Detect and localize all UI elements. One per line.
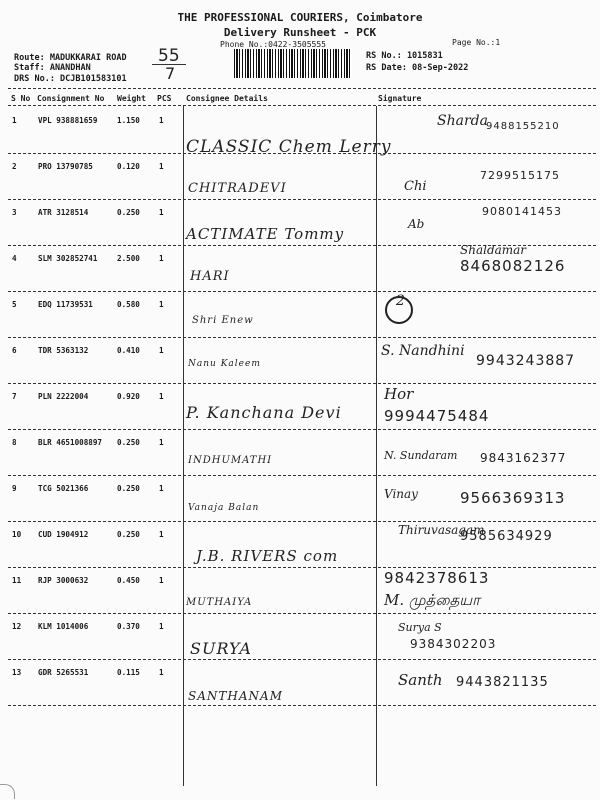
- row-weight: 0.450: [117, 576, 140, 585]
- row-consignee-handwritten: INDHUMATHI: [188, 455, 273, 466]
- row-consignee-handwritten: MUTHAIYA: [186, 597, 253, 608]
- row-divider: [8, 521, 596, 522]
- row-sno: 3: [12, 208, 17, 217]
- row-weight: 0.250: [117, 484, 140, 493]
- row-pcs: 1: [159, 484, 164, 493]
- signature-column-rule: [376, 106, 377, 786]
- row-pcs: 1: [159, 208, 164, 217]
- row-signature-handwritten: Vinay: [384, 487, 418, 501]
- row-weight: 1.150: [117, 116, 140, 125]
- row-consignment-no: KLM 1014006: [38, 622, 89, 631]
- row-consignment-no: VPL 938881659: [38, 116, 98, 125]
- row-consignee-handwritten: J.B. RIVERS com: [196, 547, 339, 565]
- row-sno: 4: [12, 254, 17, 263]
- row-phone-handwritten: 7299515175: [480, 169, 560, 182]
- col-header-consignment: Consignment No: [37, 94, 105, 103]
- document-title: Delivery Runsheet - PCK: [223, 26, 377, 39]
- row-weight: 0.250: [117, 530, 140, 539]
- row-consignment-no: ATR 3128514: [38, 208, 89, 217]
- row-signature-handwritten: Sharda: [437, 113, 488, 129]
- col-header-pcs: PCS: [157, 94, 172, 103]
- col-header-weight: Weight: [117, 94, 146, 103]
- col-header-consignee: Consignee Details: [186, 94, 268, 103]
- row-consignment-no: TDR 5363132: [38, 346, 89, 355]
- page-corner-mark: [0, 784, 15, 799]
- row-consignment-no: SLM 302852741: [38, 254, 98, 263]
- row-signature-handwritten: Ab: [408, 217, 425, 231]
- row-pcs: 1: [159, 576, 164, 585]
- row-phone-handwritten: 9443821135: [456, 675, 549, 690]
- row-consignee-handwritten: SANTHANAM: [188, 689, 283, 703]
- row-weight: 0.580: [117, 300, 140, 309]
- row-sno: 1: [12, 116, 17, 125]
- table-header-rule: [8, 105, 596, 106]
- row-consignment-no: RJP 3000632: [38, 576, 89, 585]
- row-consignee-handwritten: Vanaja Balan: [188, 503, 260, 513]
- row-divider: [8, 153, 596, 154]
- row-phone-handwritten: 9080141453: [482, 205, 562, 218]
- row-pcs: 1: [159, 116, 164, 125]
- row-phone-handwritten: 9585634929: [460, 529, 553, 544]
- row-consignee-handwritten: HARI: [190, 269, 230, 284]
- row-consignment-no: BLR 4651008897: [38, 438, 103, 447]
- circled-mark: [385, 296, 413, 324]
- row-sno: 11: [12, 576, 22, 585]
- row-divider: [8, 199, 596, 200]
- row-phone-handwritten: 9566369313: [460, 489, 566, 507]
- row-consignment-no: PRO 13790785: [38, 162, 93, 171]
- row-pcs: 1: [159, 254, 164, 263]
- row-divider: [8, 475, 596, 476]
- drs-number: DRS No.: DCJB101583101: [14, 74, 127, 84]
- staff-label: Staff: ANANDHAN: [14, 63, 91, 73]
- row-pcs: 1: [159, 346, 164, 355]
- row-weight: 0.250: [117, 438, 140, 447]
- handwritten-count-top: 55: [158, 46, 180, 66]
- handwritten-count-bottom: 7: [165, 64, 176, 83]
- row-signature-handwritten: Surya S: [398, 621, 442, 634]
- row-weight: 0.250: [117, 208, 140, 217]
- row-weight: 2.500: [117, 254, 140, 263]
- barcode-image: [234, 49, 352, 78]
- rs-number: RS No.: 1015831: [366, 51, 443, 61]
- row-divider: [8, 291, 596, 292]
- row-divider: [8, 705, 596, 706]
- row-signature-handwritten: N. Sundaram: [384, 449, 458, 462]
- row-pcs: 1: [159, 438, 164, 447]
- row-consignee-handwritten: SURYA: [190, 639, 252, 658]
- col-header-signature: Signature: [378, 94, 422, 103]
- col-header-sno: S No: [11, 94, 31, 103]
- row-consignee-handwritten: CHITRADEVI: [188, 181, 287, 196]
- row-divider: [8, 567, 596, 568]
- row-sno: 2: [12, 162, 17, 171]
- row-phone-handwritten: 9943243887: [476, 353, 576, 369]
- row-weight: 0.120: [117, 162, 140, 171]
- row-signature-handwritten: M. முத்தையா: [384, 591, 480, 609]
- row-weight: 0.115: [117, 668, 140, 677]
- row-divider: [8, 383, 596, 384]
- row-weight: 0.410: [117, 346, 140, 355]
- row-weight: 0.920: [117, 392, 140, 401]
- row-consignment-no: GDR 5265531: [38, 668, 89, 677]
- row-signature-handwritten: Thiruvasagam: [398, 523, 485, 537]
- row-sno: 7: [12, 392, 17, 401]
- consignee-column-rule: [183, 106, 184, 786]
- row-signature-handwritten: Hor: [384, 385, 414, 403]
- row-consignee-handwritten: ACTIMATE Tommy: [186, 225, 345, 243]
- row-consignee-handwritten: Nanu Kaleem: [188, 359, 261, 369]
- row-phone-handwritten: 8468082126: [460, 257, 566, 275]
- row-signature-handwritten: Shaldamar: [460, 243, 527, 257]
- row-consignment-no: TCG 5021366: [38, 484, 89, 493]
- row-pcs: 1: [159, 392, 164, 401]
- row-consignment-no: CUD 1904912: [38, 530, 89, 539]
- row-divider: [8, 659, 596, 660]
- row-pcs: 1: [159, 300, 164, 309]
- phone-number: Phone No.:0422-3505555: [220, 40, 326, 49]
- page-number: Page No.:1: [452, 38, 501, 47]
- row-phone-handwritten: 9384302203: [410, 637, 497, 651]
- rs-date: RS Date: 08-Sep-2022: [366, 63, 469, 73]
- row-sno: 8: [12, 438, 17, 447]
- row-phone-handwritten: 9994475484: [384, 407, 490, 425]
- row-pcs: 1: [159, 530, 164, 539]
- row-consignee-handwritten: Shri Enew: [192, 315, 254, 326]
- row-sno: 5: [12, 300, 17, 309]
- row-signature-handwritten: Chi: [404, 179, 427, 194]
- row-divider: [8, 337, 596, 338]
- table-top-rule: [8, 88, 596, 89]
- row-consignee-handwritten: P. Kanchana Devi: [186, 403, 342, 422]
- row-sno: 10: [12, 530, 22, 539]
- row-consignment-no: EDQ 11739531: [38, 300, 93, 309]
- row-signature-handwritten: Santh: [398, 671, 443, 689]
- row-sno: 9: [12, 484, 17, 493]
- row-pcs: 1: [159, 622, 164, 631]
- row-divider: [8, 613, 596, 614]
- row-phone-handwritten: 9488155210: [486, 121, 560, 132]
- row-pcs: 1: [159, 162, 164, 171]
- row-consignment-no: PLN 2222004: [38, 392, 89, 401]
- row-sno: 6: [12, 346, 17, 355]
- route-label: Route: MADUKKARAI ROAD: [14, 53, 127, 63]
- row-phone-handwritten: 9842378613: [384, 569, 490, 587]
- company-name: THE PROFESSIONAL COURIERS, Coimbatore: [177, 11, 423, 24]
- row-sno: 13: [12, 668, 22, 677]
- row-phone-handwritten: 9843162377: [480, 451, 567, 465]
- row-divider: [8, 429, 596, 430]
- row-signature-handwritten: 2: [396, 293, 405, 309]
- row-signature-handwritten: S. Nandhini: [381, 343, 465, 359]
- row-weight: 0.370: [117, 622, 140, 631]
- row-sno: 12: [12, 622, 22, 631]
- row-consignee-handwritten: CLASSIC Chem Lerry: [186, 137, 392, 157]
- row-pcs: 1: [159, 668, 164, 677]
